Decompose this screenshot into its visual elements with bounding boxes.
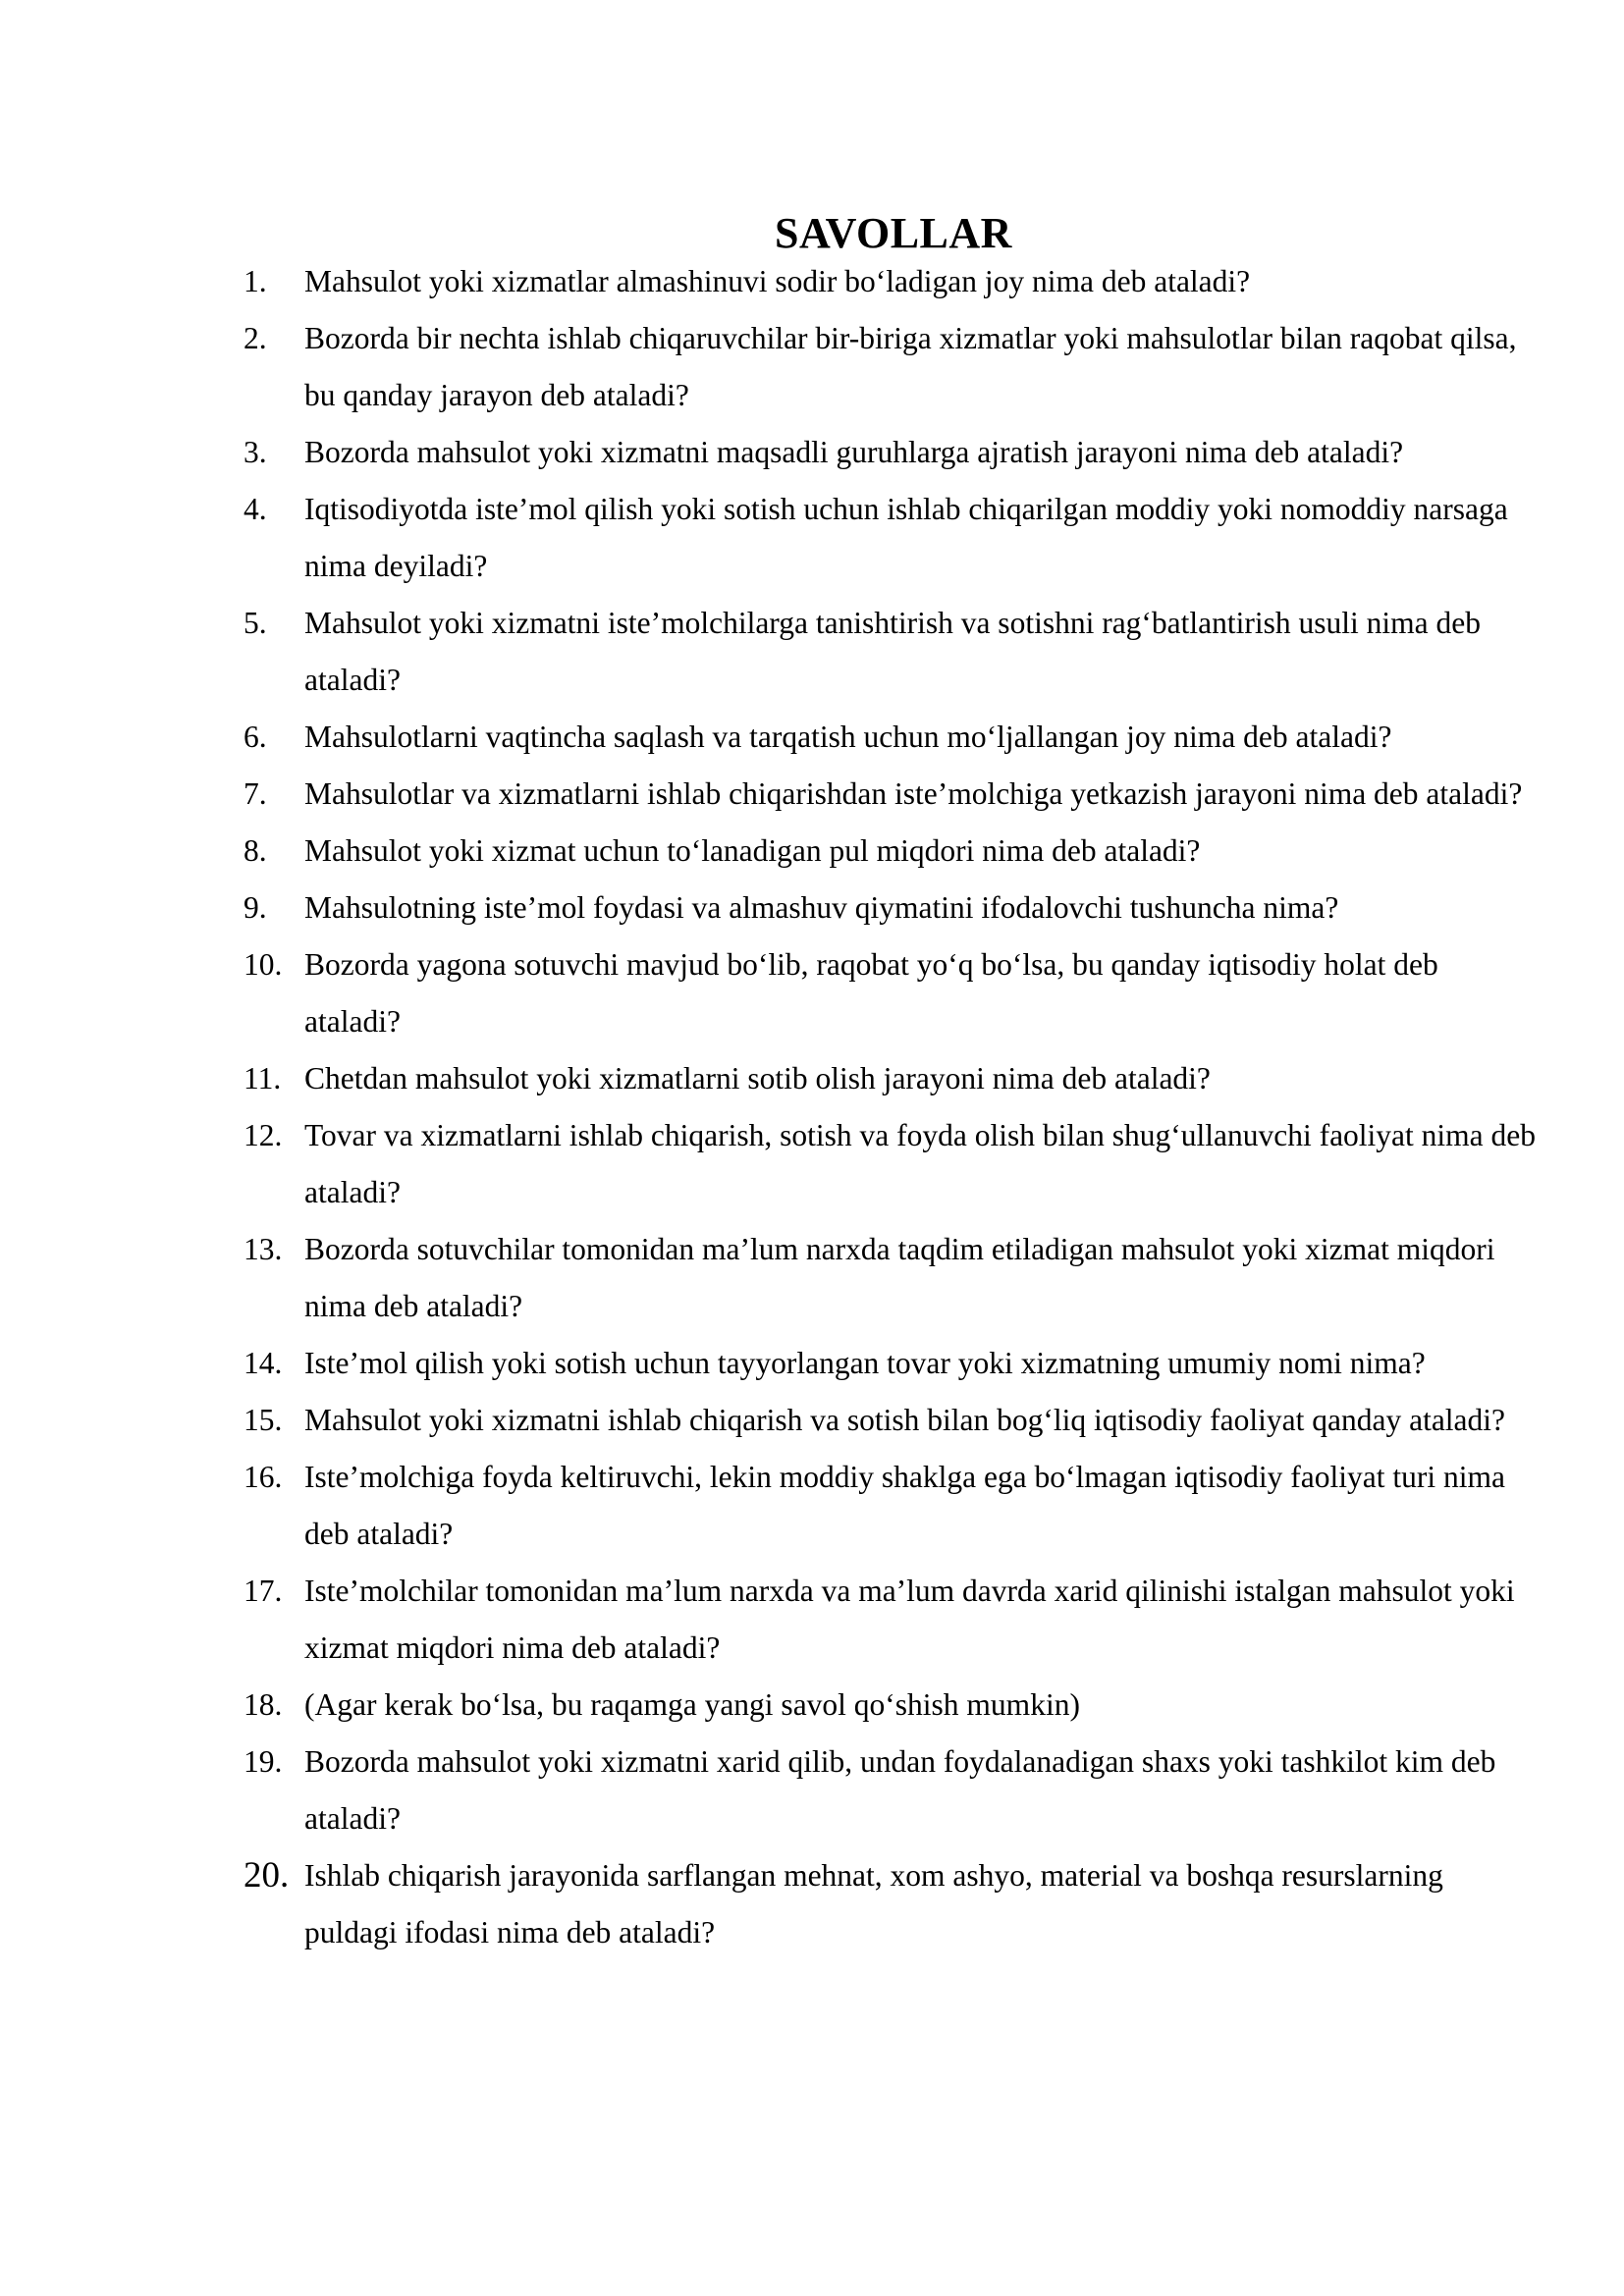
question-number: 6. [244,720,267,754]
question-number: 9. [244,890,267,925]
list-item [244,880,1540,936]
question-text: Mahsulot yoki xizmat uchun to‘lanadigan pul miqdori nima deb ataladi? [304,833,1201,868]
question-text: Mahsulot yoki xizmatni iste’molchilarga tanishtirish va sotishni rag‘batlantirish usuli nima deb ataladi? [304,606,1481,697]
question-number: 17. [244,1574,283,1608]
question-text: Bozorda bir nechta ishlab chiqaruvchilar bir-biriga xizmatlar yoki mahsulotlar bilan raqobat qilsa, bu qanday jarayon deb ataladi? [304,321,1517,412]
question-text: Mahsulot yoki xizmatni ishlab chiqarish va sotish bilan bog‘liq iqtisodiy faoliyat qanday ataladi? [304,1403,1506,1437]
question-text: Bozorda sotuvchilar tomonidan ma’lum narxda taqdim etiladigan mahsulot yoki xizmat miqdori nima deb ataladi? [304,1232,1495,1323]
list-item [244,310,1540,424]
list-item [244,1392,1540,1449]
question-number: 7. [244,776,267,811]
question-text: Mahsulotning iste’mol foydasi va almashuv qiymatini ifodalovchi tushuncha nima? [304,890,1339,925]
question-text: Iste’molchilar tomonidan ma’lum narxda va ma’lum davrda xarid qilinishi istalgan mahsulot yoki xizmat miqdori nima deb ataladi? [304,1574,1515,1665]
question-text: Mahsulotlar va xizmatlarni ishlab chiqarishdan iste’molchiga yetkazish jarayoni nima deb ataladi? [304,776,1523,811]
list-item [244,481,1540,595]
list-item [244,936,1540,1050]
question-text: (Agar kerak bo‘lsa, bu raqamga yangi savol qo‘shish mumkin) [304,1687,1080,1722]
question-text: Iste’molchiga foyda keltiruvchi, lekin moddiy shaklga ega bo‘lmagan iqtisodiy faoliyat turi nima deb ataladi? [304,1460,1505,1551]
list-item [244,595,1540,709]
question-number: 1. [244,264,267,298]
question-text: Iqtisodiyotda iste’mol qilish yoki sotish uchun ishlab chiqarilgan moddiy yoki nomoddiy narsaga nima deyiladi? [304,492,1508,583]
question-text: Bozorda yagona sotuvchi mavjud bo‘lib, raqobat yo‘q bo‘lsa, bu qanday iqtisodiy holat deb ataladi? [304,947,1438,1039]
question-number: 20. [244,1855,290,1896]
list-item [244,1107,1540,1221]
question-number: 11. [244,1061,282,1095]
question-number: 2. [244,321,267,355]
list-item [244,1221,1540,1335]
question-text: Bozorda mahsulot yoki xizmatni xarid qilib, undan foydalanadigan shaxs yoki tashkilot kim deb ataladi? [304,1744,1496,1836]
question-text: Mahsulotlarni vaqtincha saqlash va tarqatish uchun mo‘ljallangan joy nima deb ataladi? [304,720,1392,754]
page-title: SAVOLLAR [775,209,1012,257]
list-item [244,823,1540,880]
question-text: Bozorda mahsulot yoki xizmatni maqsadli guruhlarga ajratish jarayoni nima deb ataladi? [304,435,1404,469]
question-number: 12. [244,1118,283,1152]
question-number: 15. [244,1403,283,1437]
question-number: 14. [244,1346,283,1380]
list-item [244,1449,1540,1563]
question-text: Ishlab chiqarish jarayonida sarflangan mehnat, xom ashyo, material va boshqa resurslarning puldagi ifodasi nima deb ataladi? [304,1858,1443,1949]
question-text: Tovar va xizmatlarni ishlab chiqarish, sotish va foyda olish bilan shug‘ullanuvchi faoliyat nima deb ataladi? [304,1118,1537,1209]
list-item [244,1563,1540,1677]
list-item [244,1335,1540,1392]
list-item [244,1050,1540,1107]
question-number: 18. [244,1687,283,1722]
question-number: 13. [244,1232,283,1266]
question-number: 4. [244,492,267,526]
question-number: 16. [244,1460,283,1494]
list-item [244,424,1540,481]
list-item [244,709,1540,766]
question-number: 8. [244,833,267,868]
question-list [244,253,1540,1961]
question-number: 10. [244,947,283,982]
list-item [244,1677,1540,1734]
list-item [244,1734,1540,1847]
question-text: Chetdan mahsulot yoki xizmatlarni sotib olish jarayoni nima deb ataladi? [304,1061,1211,1095]
question-number: 5. [244,606,267,640]
list-item [244,766,1540,823]
question-number: 3. [244,435,267,469]
list-item [244,1847,1540,1961]
question-number: 19. [244,1744,283,1779]
question-text: Mahsulot yoki xizmatlar almashinuvi sodir bo‘ladigan joy nima deb ataladi? [304,264,1251,298]
list-item [244,253,1540,310]
question-text: Iste’mol qilish yoki sotish uchun tayyorlangan tovar yoki xizmatning umumiy nomi nima? [304,1346,1426,1380]
